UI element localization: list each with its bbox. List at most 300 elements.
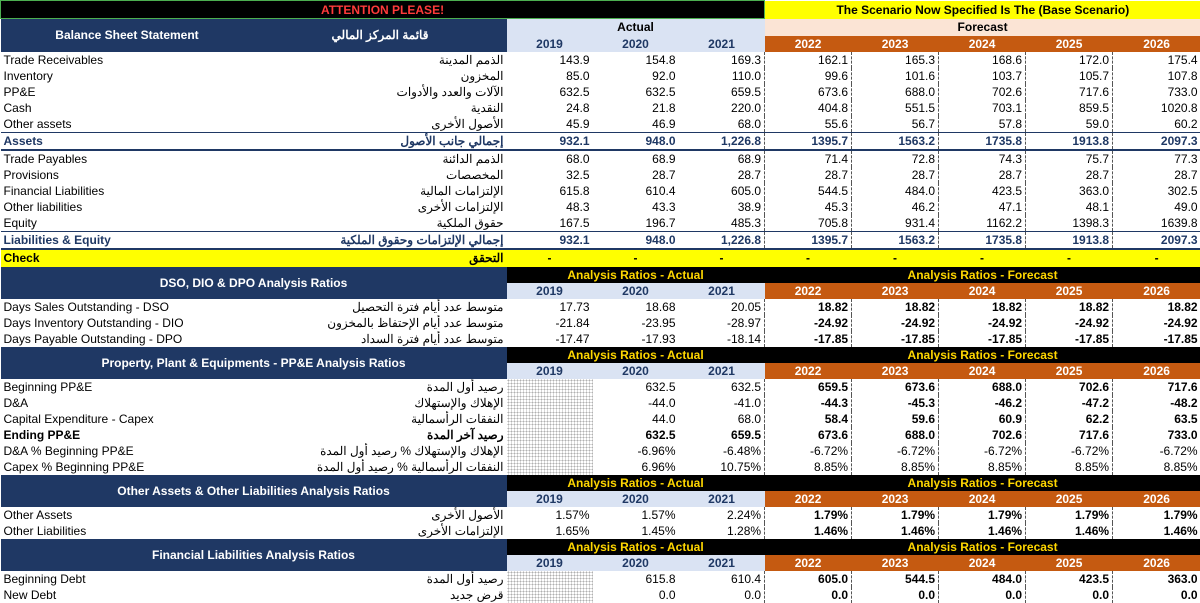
row-label-en: Capex % Beginning PP&E (3, 459, 145, 474)
value-cell[interactable]: -23.95 (641, 315, 676, 330)
year-header: 2025 (1026, 491, 1113, 507)
value-cell[interactable]: 1639.8 (1113, 215, 1200, 232)
value-cell[interactable]: 1.28% (727, 523, 762, 538)
value-cell[interactable]: 28.7 (1113, 167, 1200, 183)
row-label-en: Trade Receivables (3, 52, 104, 67)
check-cell[interactable]: - (765, 249, 852, 267)
value-cell[interactable]: 632.5 (645, 427, 676, 442)
year-header: 2019 (507, 36, 593, 52)
check-cell[interactable]: - (852, 249, 939, 267)
bs-row (1, 199, 1200, 215)
scenario-banner: The Scenario Now Specified Is The (Base Scenario) (765, 1, 1200, 19)
value-cell[interactable]: 8.85% (939, 459, 1026, 475)
assets-total-row (1, 132, 1200, 150)
value-cell[interactable]: 2097.3 (1113, 132, 1200, 150)
row-label-ar: رصيد أول المدة (426, 379, 504, 394)
value-cell[interactable]: 1.79% (852, 507, 939, 523)
value-cell[interactable]: 28.7 (737, 167, 762, 182)
row-label-en: Inventory (3, 68, 53, 83)
check-label-en: Check (1, 249, 254, 267)
value-cell[interactable]: 544.5 (765, 183, 852, 199)
year-header: 2019 (507, 283, 593, 299)
value-cell[interactable]: 632.5 (645, 379, 676, 394)
value-cell[interactable]: -17.85 (852, 331, 939, 347)
value-cell[interactable]: 717.6 (1026, 84, 1113, 100)
year-header: 2020 (593, 363, 679, 379)
value-cell[interactable]: -17.93 (641, 331, 676, 346)
year-header: 2023 (852, 283, 939, 299)
value-cell[interactable]: 92.0 (652, 68, 676, 83)
value-cell[interactable]: 46.9 (652, 116, 676, 131)
value-cell[interactable]: 0.0 (939, 587, 1026, 603)
value-cell[interactable]: 1563.2 (852, 132, 939, 150)
year-header: 2022 (765, 555, 852, 571)
value-cell[interactable]: -48.2 (1113, 395, 1200, 411)
value-cell[interactable]: -44.0 (648, 395, 676, 410)
value-cell[interactable]: 702.6 (939, 84, 1026, 100)
ratio-row (1, 331, 1200, 347)
row-label-ar: المخزون (460, 68, 504, 83)
value-cell[interactable] (507, 571, 593, 587)
value-cell[interactable]: 404.8 (765, 100, 852, 116)
year-header: 2023 (852, 363, 939, 379)
value-cell[interactable]: 702.6 (1026, 379, 1113, 395)
value-cell[interactable]: 659.5 (765, 379, 852, 395)
value-cell[interactable]: -6.72% (1026, 443, 1113, 459)
section-title: Financial Liabilities Analysis Ratios (1, 539, 507, 571)
value-cell[interactable]: 717.6 (1026, 427, 1113, 443)
value-cell[interactable]: 75.7 (1026, 150, 1113, 167)
value-cell[interactable]: 932.1 (507, 231, 593, 249)
value-cell[interactable]: 68.0 (737, 116, 762, 131)
value-cell[interactable]: -46.2 (939, 395, 1026, 411)
value-cell[interactable]: 610.4 (731, 571, 762, 586)
value-cell[interactable]: 931.4 (852, 215, 939, 232)
bs-row (1, 84, 1200, 100)
value-cell[interactable]: 948.0 (593, 132, 679, 150)
row-label-ar: الإلتزامات المالية (420, 183, 504, 198)
year-header: 2019 (507, 491, 593, 507)
value-cell[interactable]: 196.7 (645, 215, 676, 230)
value-cell[interactable]: -47.2 (1026, 395, 1113, 411)
ratios-actual-header: Analysis Ratios - Actual (507, 475, 765, 491)
value-cell[interactable]: 49.0 (1113, 199, 1200, 215)
value-cell[interactable]: 1.79% (1113, 507, 1200, 523)
value-cell[interactable]: 60.9 (939, 411, 1026, 427)
value-cell[interactable]: 8.85% (852, 459, 939, 475)
row-label-en: Capital Expenditure - Capex (3, 411, 154, 426)
value-cell[interactable] (507, 395, 593, 411)
value-cell[interactable] (507, 379, 593, 395)
value-cell[interactable]: 72.8 (852, 150, 939, 167)
ratio-row (1, 459, 1200, 475)
row-label-en: Days Inventory Outstanding - DIO (3, 315, 184, 330)
value-cell[interactable]: -17.85 (1113, 331, 1200, 347)
value-cell[interactable]: 167.5 (559, 215, 590, 230)
value-cell[interactable]: -6.72% (852, 443, 939, 459)
value-cell[interactable]: -21.84 (555, 315, 590, 330)
value-cell[interactable]: 10.75% (720, 459, 762, 474)
value-cell[interactable]: 18.82 (939, 299, 1026, 315)
value-cell[interactable]: 63.5 (1113, 411, 1200, 427)
ratio-row (1, 299, 1200, 315)
year-header: 2021 (679, 283, 765, 299)
value-cell[interactable]: 1395.7 (765, 132, 852, 150)
bs-row (1, 215, 1200, 232)
value-cell[interactable]: 363.0 (1113, 571, 1200, 587)
value-cell[interactable]: 56.7 (852, 116, 939, 133)
ratio-row (1, 395, 1200, 411)
value-cell[interactable]: 8.85% (765, 459, 852, 475)
value-cell[interactable]: 1,226.8 (679, 132, 765, 150)
value-cell[interactable]: 68.9 (652, 151, 676, 166)
row-label-ar: رصيد آخر المدة (427, 427, 504, 442)
value-cell[interactable]: 484.0 (939, 571, 1026, 587)
value-cell[interactable]: 46.2 (852, 199, 939, 215)
liabilities-total-row (1, 231, 1200, 249)
row-label-en: New Debt (3, 587, 57, 602)
value-cell[interactable]: 610.4 (645, 183, 676, 198)
value-cell[interactable]: -24.92 (852, 315, 939, 331)
value-cell[interactable]: 1.46% (852, 523, 939, 539)
row-label-ar: الأصول الأخرى (431, 507, 504, 522)
value-cell[interactable]: -17.47 (555, 331, 590, 346)
top-banner-row (1, 1, 1200, 19)
row-label-en: Other assets (3, 116, 72, 131)
value-cell[interactable]: 57.8 (939, 116, 1026, 133)
section-title: DSO, DIO & DPO Analysis Ratios (1, 267, 507, 299)
value-cell[interactable]: 18.68 (645, 299, 676, 314)
year-header: 2025 (1026, 283, 1113, 299)
year-header: 2026 (1113, 363, 1200, 379)
value-cell[interactable]: 28.7 (852, 167, 939, 183)
value-cell[interactable]: 688.0 (939, 379, 1026, 395)
row-label-en: Days Sales Outstanding - DSO (3, 299, 169, 314)
value-cell[interactable]: 0.0 (765, 587, 852, 603)
value-cell[interactable]: 1395.7 (765, 231, 852, 249)
value-cell[interactable]: 99.6 (765, 68, 852, 84)
check-cell[interactable]: - (1113, 249, 1200, 267)
value-cell[interactable]: 28.7 (1026, 167, 1113, 183)
value-cell[interactable]: -17.85 (765, 331, 852, 347)
year-header: 2021 (679, 36, 765, 52)
value-cell[interactable]: 1162.2 (939, 215, 1026, 232)
value-cell[interactable]: 673.6 (765, 427, 852, 443)
value-cell[interactable]: 6.96% (641, 459, 676, 474)
section-title: Property, Plant & Equipments - PP&E Analysis Ratios (1, 347, 507, 379)
row-label-ar: النفقات الرأسمالية % رصيد أول المدة (316, 459, 504, 474)
value-cell[interactable]: 717.6 (1113, 379, 1200, 395)
value-cell[interactable]: 8.85% (1113, 459, 1200, 475)
value-cell[interactable]: 154.8 (645, 52, 676, 67)
value-cell[interactable]: 20.05 (731, 299, 762, 314)
row-label-en: Financial Liabilities (3, 183, 105, 198)
value-cell[interactable]: 101.6 (852, 68, 939, 84)
value-cell[interactable]: 1.46% (765, 523, 852, 539)
value-cell[interactable]: 551.5 (852, 100, 939, 116)
value-cell[interactable]: 68.0 (566, 151, 590, 166)
row-label-ar: الإهلاك والإستهلاك (414, 395, 504, 410)
value-cell[interactable]: 932.1 (507, 132, 593, 150)
value-cell[interactable]: 1.79% (765, 507, 852, 523)
actual-header: Actual (507, 19, 765, 36)
ratio-row (1, 523, 1200, 539)
value-cell[interactable]: 18.82 (1113, 299, 1200, 315)
value-cell[interactable]: 48.3 (566, 199, 590, 214)
value-cell[interactable]: 659.5 (731, 84, 762, 99)
value-cell[interactable]: 632.5 (645, 84, 676, 99)
value-cell[interactable]: 2.24% (727, 507, 762, 522)
value-cell[interactable]: 18.82 (765, 299, 852, 315)
value-cell[interactable]: 60.2 (1113, 116, 1200, 133)
value-cell[interactable]: 77.3 (1113, 150, 1200, 167)
year-header: 2020 (593, 283, 679, 299)
value-cell[interactable]: 733.0 (1113, 84, 1200, 100)
value-cell[interactable]: 1.57% (641, 507, 676, 522)
row-label-en: D&A (3, 395, 29, 410)
value-cell[interactable]: 1020.8 (1113, 100, 1200, 116)
value-cell[interactable]: 733.0 (1113, 427, 1200, 443)
ratios-actual-header: Analysis Ratios - Actual (507, 539, 765, 555)
value-cell[interactable]: -44.3 (765, 395, 852, 411)
year-header: 2020 (593, 555, 679, 571)
value-cell[interactable]: 0.0 (852, 587, 939, 603)
value-cell[interactable]: 71.4 (765, 150, 852, 167)
attention-banner: ATTENTION PLEASE! (1, 1, 765, 19)
value-cell[interactable]: 485.3 (731, 215, 762, 230)
value-cell[interactable]: 1735.8 (939, 231, 1026, 249)
value-cell[interactable]: 1563.2 (852, 231, 939, 249)
value-cell[interactable]: -24.92 (765, 315, 852, 331)
value-cell[interactable]: 605.0 (765, 571, 852, 587)
check-cell[interactable]: - (939, 249, 1026, 267)
value-cell[interactable] (507, 427, 593, 443)
value-cell[interactable]: 68.0 (737, 411, 762, 426)
value-cell[interactable]: 688.0 (852, 84, 939, 100)
value-cell[interactable]: 143.9 (559, 52, 590, 67)
value-cell[interactable]: 172.0 (1026, 52, 1113, 68)
year-header: 2025 (1026, 363, 1113, 379)
value-cell[interactable]: -6.72% (1113, 443, 1200, 459)
value-cell[interactable]: 605.0 (731, 183, 762, 198)
value-cell[interactable]: 1735.8 (939, 132, 1026, 150)
value-cell[interactable]: -24.92 (1113, 315, 1200, 331)
value-cell[interactable]: 59.0 (1026, 116, 1113, 133)
ratio-row (1, 379, 1200, 395)
check-cell[interactable]: - (593, 249, 679, 267)
year-header: 2026 (1113, 283, 1200, 299)
value-cell[interactable]: 220.0 (731, 100, 762, 115)
bs-title-ar: قائمة المركز المالي (254, 19, 507, 52)
value-cell[interactable]: 55.6 (765, 116, 852, 133)
row-label-ar: الإلتزامات الأخرى (417, 523, 504, 538)
check-label-ar: التحقق (254, 249, 507, 267)
value-cell[interactable]: 8.85% (1026, 459, 1113, 475)
value-cell[interactable]: 18.82 (852, 299, 939, 315)
year-header: 2024 (939, 491, 1026, 507)
check-cell[interactable]: - (1026, 249, 1113, 267)
value-cell[interactable]: 59.6 (852, 411, 939, 427)
value-cell[interactable]: 1913.8 (1026, 132, 1113, 150)
year-header: 2024 (939, 36, 1026, 52)
value-cell[interactable]: 1.79% (1026, 507, 1113, 523)
value-cell[interactable]: 1.46% (939, 523, 1026, 539)
year-header: 2025 (1026, 555, 1113, 571)
value-cell[interactable]: 688.0 (852, 427, 939, 443)
value-cell[interactable] (507, 459, 593, 475)
value-cell[interactable]: 44.0 (652, 411, 676, 426)
value-cell[interactable]: 1.46% (1113, 523, 1200, 539)
value-cell[interactable]: 107.8 (1113, 68, 1200, 84)
ratio-row (1, 427, 1200, 443)
value-cell[interactable]: -45.3 (852, 395, 939, 411)
value-cell[interactable]: 423.5 (1026, 571, 1113, 587)
value-cell[interactable]: 1.65% (555, 523, 590, 538)
value-cell[interactable]: 74.3 (939, 150, 1026, 167)
ratio-row (1, 571, 1200, 587)
row-label-en: Assets (1, 132, 254, 150)
row-label-en: Equity (3, 215, 37, 230)
value-cell[interactable]: 1.79% (939, 507, 1026, 523)
value-cell[interactable]: 615.8 (559, 183, 590, 198)
value-cell[interactable]: 58.4 (765, 411, 852, 427)
ratios-actual-header: Analysis Ratios - Actual (507, 347, 765, 363)
row-label-en: Beginning PP&E (3, 379, 93, 394)
value-cell[interactable]: -18.14 (727, 331, 762, 346)
value-cell[interactable] (507, 411, 593, 427)
value-cell[interactable]: -6.48% (723, 443, 762, 458)
value-cell[interactable]: 47.1 (939, 199, 1026, 215)
value-cell[interactable]: 165.3 (852, 52, 939, 68)
row-label-en: Other Liabilities (3, 523, 87, 538)
value-cell[interactable]: 28.7 (765, 167, 852, 183)
value-cell[interactable]: 632.5 (559, 84, 590, 99)
row-label-en: PP&E (3, 84, 36, 99)
value-cell[interactable]: 45.3 (765, 199, 852, 215)
value-cell[interactable]: 703.1 (939, 100, 1026, 116)
value-cell[interactable] (507, 587, 593, 603)
value-cell[interactable] (507, 443, 593, 459)
value-cell[interactable]: 32.5 (566, 167, 590, 182)
value-cell[interactable]: 673.6 (765, 84, 852, 100)
value-cell[interactable]: 363.0 (1026, 183, 1113, 199)
value-cell[interactable]: 110.0 (731, 68, 762, 83)
value-cell[interactable]: 673.6 (852, 379, 939, 395)
value-cell[interactable]: 24.8 (566, 100, 590, 115)
value-cell[interactable]: -24.92 (939, 315, 1026, 331)
bs-row (1, 167, 1200, 183)
value-cell[interactable]: 68.9 (737, 151, 762, 166)
row-label-ar: الآلات والعدد والأدوات (396, 84, 504, 99)
value-cell[interactable]: 423.5 (939, 183, 1026, 199)
ratio-row (1, 587, 1200, 603)
row-label-ar: المخصصات (446, 167, 504, 182)
value-cell[interactable]: 62.2 (1026, 411, 1113, 427)
value-cell[interactable]: 948.0 (593, 231, 679, 249)
value-cell[interactable]: -17.85 (1026, 331, 1113, 347)
value-cell[interactable]: 162.1 (765, 52, 852, 68)
value-cell[interactable]: -41.0 (733, 395, 762, 410)
row-label-ar: الإهلاك والإستهلاك % رصيد أول المدة (320, 443, 504, 458)
year-header: 2026 (1113, 36, 1200, 52)
row-label-ar: متوسط عدد أيام الإحتفاظ بالمخزون (327, 315, 504, 330)
value-cell[interactable]: 0.0 (1113, 587, 1200, 603)
value-cell[interactable]: 21.8 (652, 100, 676, 115)
bs-title-en: Balance Sheet Statement (1, 19, 254, 52)
value-cell[interactable]: 28.7 (652, 167, 676, 182)
year-header: 2021 (679, 491, 765, 507)
value-cell[interactable]: 168.6 (939, 52, 1026, 68)
value-cell[interactable]: 659.5 (731, 427, 762, 442)
value-cell[interactable]: 17.73 (559, 299, 590, 314)
check-cell[interactable]: - (507, 249, 593, 267)
value-cell[interactable]: -6.72% (765, 443, 852, 459)
value-cell[interactable]: 105.7 (1026, 68, 1113, 84)
check-cell[interactable]: - (679, 249, 765, 267)
value-cell[interactable]: 544.5 (852, 571, 939, 587)
year-header: 2021 (679, 555, 765, 571)
value-cell[interactable]: 484.0 (852, 183, 939, 199)
value-cell[interactable]: 705.8 (765, 215, 852, 232)
ratios-forecast-header: Analysis Ratios - Forecast (765, 539, 1200, 555)
value-cell[interactable]: 302.5 (1113, 183, 1200, 199)
ratio-row (1, 507, 1200, 523)
row-label-en: Other liabilities (3, 199, 83, 214)
value-cell[interactable]: 85.0 (566, 68, 590, 83)
value-cell[interactable]: -17.85 (939, 331, 1026, 347)
value-cell[interactable]: 43.3 (652, 199, 676, 214)
value-cell[interactable]: 38.9 (737, 199, 762, 214)
value-cell[interactable]: 45.9 (566, 116, 590, 131)
value-cell[interactable]: -24.92 (1026, 315, 1113, 331)
section-header-row (1, 347, 1200, 363)
year-header: 2023 (852, 36, 939, 52)
value-cell[interactable]: 169.3 (731, 52, 762, 67)
value-cell[interactable]: 615.8 (645, 571, 676, 586)
value-cell[interactable]: 1,226.8 (679, 231, 765, 249)
value-cell[interactable]: 859.5 (1026, 100, 1113, 116)
value-cell[interactable]: -6.72% (939, 443, 1026, 459)
value-cell[interactable]: 1398.3 (1026, 215, 1113, 232)
year-header: 2024 (939, 555, 1026, 571)
row-label-en: Trade Payables (3, 151, 88, 166)
value-cell[interactable]: 702.6 (939, 427, 1026, 443)
ratio-row (1, 411, 1200, 427)
value-cell[interactable]: -28.97 (727, 315, 762, 330)
row-label-ar: النقدية (470, 100, 504, 115)
value-cell[interactable]: 28.7 (939, 167, 1026, 183)
value-cell[interactable]: -6.96% (637, 443, 676, 458)
row-label-en: Other Assets (3, 507, 73, 522)
row-label-en: D&A % Beginning PP&E (3, 443, 134, 458)
value-cell[interactable]: 0.0 (1026, 587, 1113, 603)
value-cell[interactable]: 1.46% (1026, 523, 1113, 539)
value-cell[interactable]: 1.57% (555, 507, 590, 522)
value-cell[interactable]: 0.0 (658, 587, 676, 602)
value-cell[interactable]: 1913.8 (1026, 231, 1113, 249)
section-header-row (1, 267, 1200, 283)
value-cell[interactable]: 18.82 (1026, 299, 1113, 315)
section-header-row (1, 539, 1200, 555)
value-cell[interactable]: 2097.3 (1113, 231, 1200, 249)
value-cell[interactable]: 1.45% (641, 523, 676, 538)
value-cell[interactable]: 48.1 (1026, 199, 1113, 215)
value-cell[interactable]: 175.4 (1113, 52, 1200, 68)
year-header: 2022 (765, 36, 852, 52)
value-cell[interactable]: 0.0 (744, 587, 762, 602)
value-cell[interactable]: 103.7 (939, 68, 1026, 84)
value-cell[interactable]: 632.5 (731, 379, 762, 394)
